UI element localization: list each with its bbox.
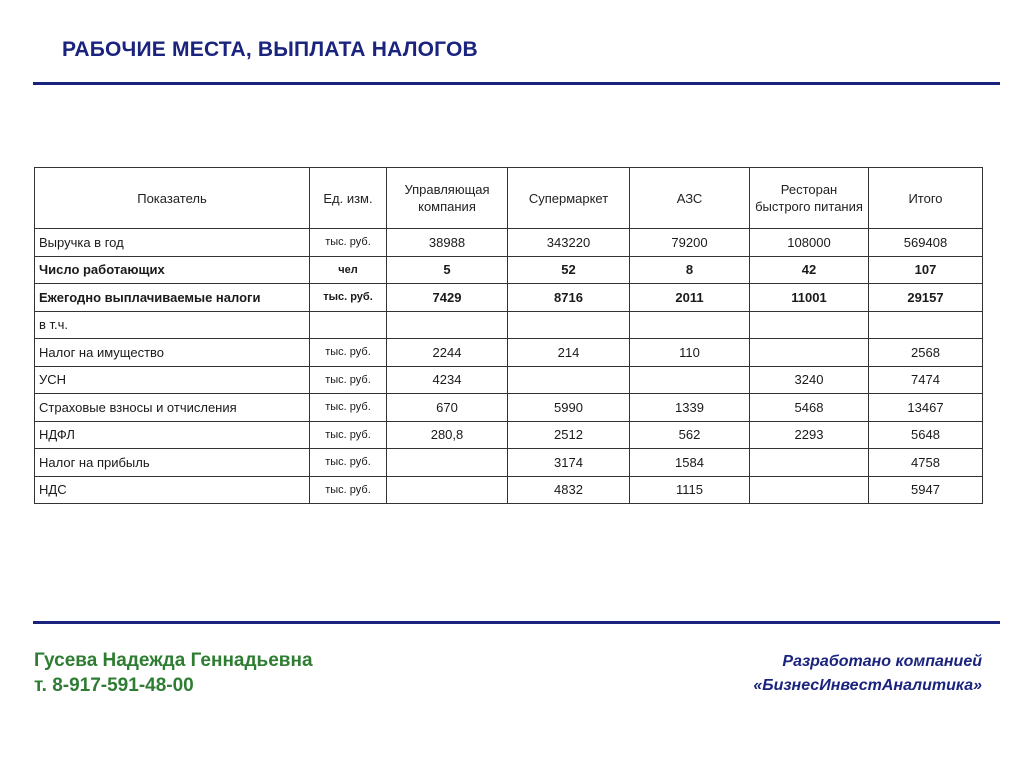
header-restaurant: Ресторан быстрого питания — [750, 168, 869, 229]
row-value: 8716 — [508, 284, 630, 312]
row-unit: тыс. руб. — [310, 449, 387, 477]
row-value: 2512 — [508, 421, 630, 449]
row-value: 1115 — [630, 476, 750, 504]
row-value — [387, 449, 508, 477]
header-supermarket: Супермаркет — [508, 168, 630, 229]
row-unit: тыс. руб. — [310, 229, 387, 257]
row-indicator: Налог на имущество — [35, 339, 310, 367]
table-row — [35, 366, 983, 394]
row-value — [387, 476, 508, 504]
row-value: 79200 — [630, 229, 750, 257]
row-value — [869, 311, 983, 339]
row-value: 214 — [508, 339, 630, 367]
row-value: 5468 — [750, 394, 869, 422]
row-value: 4758 — [869, 449, 983, 477]
row-unit: тыс. руб. — [310, 421, 387, 449]
developer-block — [753, 650, 982, 698]
row-unit: тыс. руб. — [310, 366, 387, 394]
row-value: 5648 — [869, 421, 983, 449]
row-value: 5990 — [508, 394, 630, 422]
row-indicator: Налог на прибыль — [35, 449, 310, 477]
row-value: 280,8 — [387, 421, 508, 449]
row-value: 569408 — [869, 229, 983, 257]
table-row — [35, 311, 983, 339]
row-value: 7474 — [869, 366, 983, 394]
header-management-company: Управляющая компания — [387, 168, 508, 229]
row-indicator: Ежегодно выплачиваемые налоги — [35, 284, 310, 312]
row-indicator: в т.ч. — [35, 311, 310, 339]
header-unit: Ед. изм. — [310, 168, 387, 229]
row-indicator: Число работающих — [35, 256, 310, 284]
row-value: 8 — [630, 256, 750, 284]
top-divider — [33, 82, 1000, 85]
row-value: 1339 — [630, 394, 750, 422]
page-title: РАБОЧИЕ МЕСТА, ВЫПЛАТА НАЛОГОВ — [62, 38, 478, 61]
row-indicator: УСН — [35, 366, 310, 394]
header-indicator: Показатель — [35, 168, 310, 229]
bottom-divider — [33, 621, 1000, 624]
row-value — [387, 311, 508, 339]
header-gas-station: АЗС — [630, 168, 750, 229]
row-value: 562 — [630, 421, 750, 449]
table-row — [35, 394, 983, 422]
table-row — [35, 284, 983, 312]
row-value: 2293 — [750, 421, 869, 449]
row-value: 29157 — [869, 284, 983, 312]
row-value — [750, 449, 869, 477]
row-value: 4832 — [508, 476, 630, 504]
row-value — [508, 311, 630, 339]
row-unit: тыс. руб. — [310, 394, 387, 422]
row-value — [750, 476, 869, 504]
table-row — [35, 256, 983, 284]
row-value — [750, 339, 869, 367]
row-unit: тыс. руб. — [310, 339, 387, 367]
row-value: 3174 — [508, 449, 630, 477]
row-value: 107 — [869, 256, 983, 284]
author-block — [34, 648, 313, 698]
row-unit: тыс. руб. — [310, 476, 387, 504]
row-value: 38988 — [387, 229, 508, 257]
row-value: 2244 — [387, 339, 508, 367]
row-indicator: НДФЛ — [35, 421, 310, 449]
header-total: Итого — [869, 168, 983, 229]
table-header-row — [35, 168, 983, 229]
row-value: 13467 — [869, 394, 983, 422]
row-indicator: НДС — [35, 476, 310, 504]
row-value: 3240 — [750, 366, 869, 394]
row-indicator: Страховые взносы и отчисления — [35, 394, 310, 422]
row-value: 1584 — [630, 449, 750, 477]
row-value — [630, 311, 750, 339]
row-value: 5 — [387, 256, 508, 284]
row-value — [630, 366, 750, 394]
row-value: 11001 — [750, 284, 869, 312]
table-row — [35, 449, 983, 477]
row-value: 110 — [630, 339, 750, 367]
table-body — [35, 229, 983, 504]
row-unit — [310, 311, 387, 339]
developer-company: «БизнесИнвестАналитика» — [753, 677, 982, 694]
row-value: 42 — [750, 256, 869, 284]
table-row — [35, 339, 983, 367]
author-phone: т. 8-917-591-48-00 — [34, 675, 194, 696]
row-unit: тыс. руб. — [310, 284, 387, 312]
row-value — [508, 366, 630, 394]
table-row — [35, 421, 983, 449]
row-value: 108000 — [750, 229, 869, 257]
author-name: Гусева Надежда Геннадьевна — [34, 650, 313, 671]
developer-label: Разработано компанией — [782, 653, 982, 670]
table-row — [35, 476, 983, 504]
row-unit: чел — [310, 256, 387, 284]
row-indicator: Выручка в год — [35, 229, 310, 257]
row-value: 670 — [387, 394, 508, 422]
row-value: 2011 — [630, 284, 750, 312]
row-value — [750, 311, 869, 339]
row-value: 52 — [508, 256, 630, 284]
tax-table — [34, 167, 983, 504]
table-row — [35, 229, 983, 257]
row-value: 2568 — [869, 339, 983, 367]
row-value: 4234 — [387, 366, 508, 394]
row-value: 343220 — [508, 229, 630, 257]
row-value: 5947 — [869, 476, 983, 504]
row-value: 7429 — [387, 284, 508, 312]
